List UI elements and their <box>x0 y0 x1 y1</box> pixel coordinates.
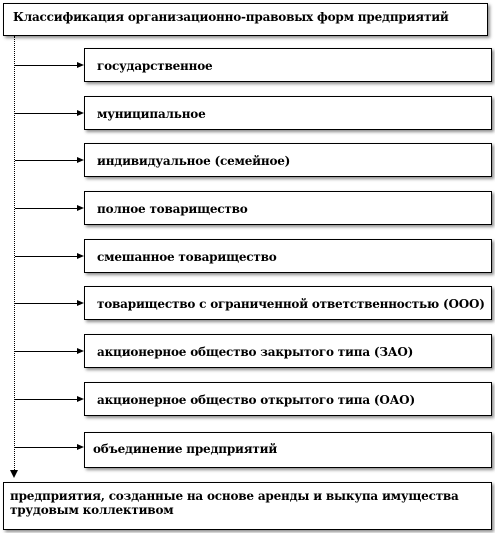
form-box-mixed-partnership <box>84 239 492 273</box>
arrow-right-icon <box>15 65 77 66</box>
form-label: акционерное общество открытого типа (ОАО) <box>97 393 415 407</box>
form-label: смешанное товарищество <box>97 250 277 264</box>
form-label: индивидуальное (семейное) <box>97 154 291 168</box>
arrow-right-icon <box>15 351 77 352</box>
arrow-right-icon <box>15 256 77 257</box>
classification-title: Классификация организационно-правовых форм предприятий <box>13 10 449 24</box>
lease-buyout-box <box>3 482 492 530</box>
form-label: товарищество с ограниченной ответственностью (ООО) <box>97 297 485 311</box>
form-box-association <box>84 432 492 468</box>
form-box-open-jsc <box>84 382 492 416</box>
arrow-right-icon <box>15 113 77 114</box>
classification-title-box <box>3 3 488 36</box>
arrow-right-icon <box>15 208 77 209</box>
main-dotted-connector <box>14 36 15 470</box>
form-box-closed-jsc <box>84 334 492 368</box>
arrow-right-icon <box>15 399 77 400</box>
form-box-llc <box>84 286 492 320</box>
arrow-down-icon <box>10 470 18 478</box>
form-box-individual <box>84 143 492 177</box>
footer-line: трудовым коллективом <box>10 503 174 517</box>
footer-line: предприятия, созданные на основе аренды и выкупа имущества <box>10 489 459 503</box>
form-label: полное товарищество <box>97 202 248 216</box>
arrow-right-icon <box>15 160 77 161</box>
form-label: муниципальное <box>97 107 206 121</box>
arrow-right-icon <box>15 303 77 304</box>
arrow-right-icon <box>15 447 77 448</box>
form-label: акционерное общество закрытого типа (ЗАО) <box>97 345 414 359</box>
form-box-state <box>84 48 492 82</box>
form-label: объединение предприятий <box>93 442 278 456</box>
form-box-municipal <box>84 96 492 130</box>
form-box-full-partnership <box>84 191 492 225</box>
form-label: государственное <box>97 59 213 73</box>
